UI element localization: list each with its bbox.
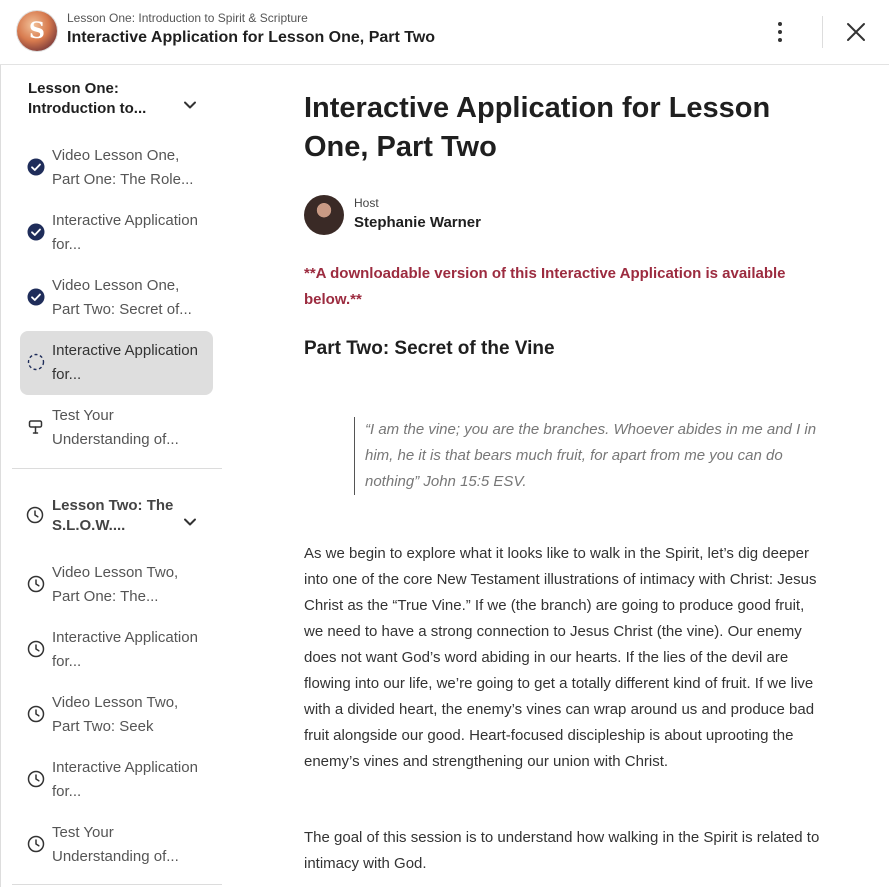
- top-bar: [0, 0, 889, 65]
- course-subtitle: Lesson One: Introduction to Spirit & Scripture: [67, 11, 308, 25]
- sidebar-item-video-lesson-one-part-two[interactable]: [20, 266, 213, 330]
- body-paragraph-1: As we begin to explore what it looks like to walk in the Spirit, let’s dig deeper into one of the core New Testament illustrations of intimacy with Christ: Jesus Christ as the “True Vine.” If we (the branch) are going to produce good fruit, we need to have a strong connection to Jesus Christ (the vine). Our enemy does not want God’s word abiding in our hearts. If the lies of the devil are flowing into our life, we’re going to get a totally different kind of fruit. If we live with a divided heart, the enemy’s vines can wrap around us and produce bad fruit alongside our good. Heart-focused discipleship is about uprooting the enemy’s vines and strengthening our union with Christ.: [304, 545, 817, 770]
- module-title: Lesson One: Introduction to...: [28, 80, 147, 117]
- more-options-icon[interactable]: [768, 16, 792, 48]
- clock-icon: [27, 835, 45, 853]
- check-circle-icon: [27, 223, 45, 241]
- host-name: Stephanie Warner: [354, 214, 481, 231]
- sidebar-item-label: Video Lesson One, Part Two: Secret of...: [52, 277, 192, 318]
- sidebar-item-test-understanding-2[interactable]: [20, 813, 213, 877]
- host-role: Host: [354, 196, 379, 210]
- header-title: Interactive Application for Lesson One, Part Two: [67, 29, 436, 46]
- clock-icon: [26, 506, 44, 524]
- sidebar-item-interactive-application-2[interactable]: [20, 618, 213, 682]
- module-header-lesson-two[interactable]: [12, 496, 222, 556]
- chevron-down-icon: [182, 514, 198, 530]
- clock-icon: [27, 770, 45, 788]
- close-icon[interactable]: [843, 19, 869, 45]
- sidebar-item-label: Test Your Understanding of...: [52, 824, 179, 865]
- in-progress-circle-icon: [27, 353, 45, 371]
- page-title: Interactive Application for Lesson One, Part Two: [304, 92, 771, 163]
- sidebar-item-label: Test Your Understanding of...: [52, 407, 179, 448]
- sidebar-item-label: Interactive Application for...: [52, 342, 198, 383]
- section-heading: Part Two: Secret of the Vine: [304, 338, 555, 359]
- logo-letter: S: [29, 18, 45, 44]
- sidebar-item-test-understanding-1[interactable]: [20, 396, 213, 460]
- host-avatar: [304, 195, 344, 235]
- lesson-sidebar: [0, 65, 226, 887]
- sidebar-item-interactive-application-1[interactable]: [20, 201, 213, 265]
- lesson-content: [226, 65, 889, 887]
- module-divider: [12, 884, 222, 885]
- module-header-lesson-one[interactable]: [12, 79, 222, 139]
- scripture-quote: “I am the vine; you are the branches. Whoever abides in me and I in him, he it is that bears much fruit, for apart from me you can do nothing” John 15:5 ESV.: [354, 417, 824, 495]
- check-circle-icon: [27, 158, 45, 176]
- quiz-icon: [27, 418, 45, 436]
- module-divider: [12, 468, 222, 469]
- chevron-down-icon: [182, 97, 198, 113]
- sidebar-item-video-lesson-one-part-one[interactable]: [20, 136, 213, 200]
- sidebar-item-label: Interactive Application for...: [52, 759, 198, 800]
- body-paragraph-2: The goal of this session is to understand how walking in the Spirit is related to intimacy with God.: [304, 829, 820, 872]
- sidebar-item-label: Video Lesson Two, Part Two: Seek: [52, 694, 179, 735]
- clock-icon: [27, 705, 45, 723]
- sidebar-item-label: Interactive Application for...: [52, 212, 198, 253]
- check-circle-icon: [27, 288, 45, 306]
- clock-icon: [27, 575, 45, 593]
- course-logo: [17, 11, 57, 51]
- header-divider: [822, 16, 823, 48]
- clock-icon: [27, 640, 45, 658]
- sidebar-item-label: Video Lesson Two, Part One: The...: [52, 564, 179, 605]
- sidebar-item-interactive-application-current[interactable]: [20, 331, 213, 395]
- sidebar-item-video-lesson-two-part-two[interactable]: [20, 683, 213, 747]
- module-title: Lesson Two: The S.L.O.W....: [52, 497, 174, 534]
- sidebar-item-video-lesson-two-part-one[interactable]: [20, 553, 213, 617]
- sidebar-item-interactive-application-3[interactable]: [20, 748, 213, 812]
- download-notice: **A downloadable version of this Interactive Application is available below.**: [304, 265, 786, 308]
- sidebar-item-label: Video Lesson One, Part One: The Role...: [52, 147, 194, 188]
- sidebar-item-label: Interactive Application for...: [52, 629, 198, 670]
